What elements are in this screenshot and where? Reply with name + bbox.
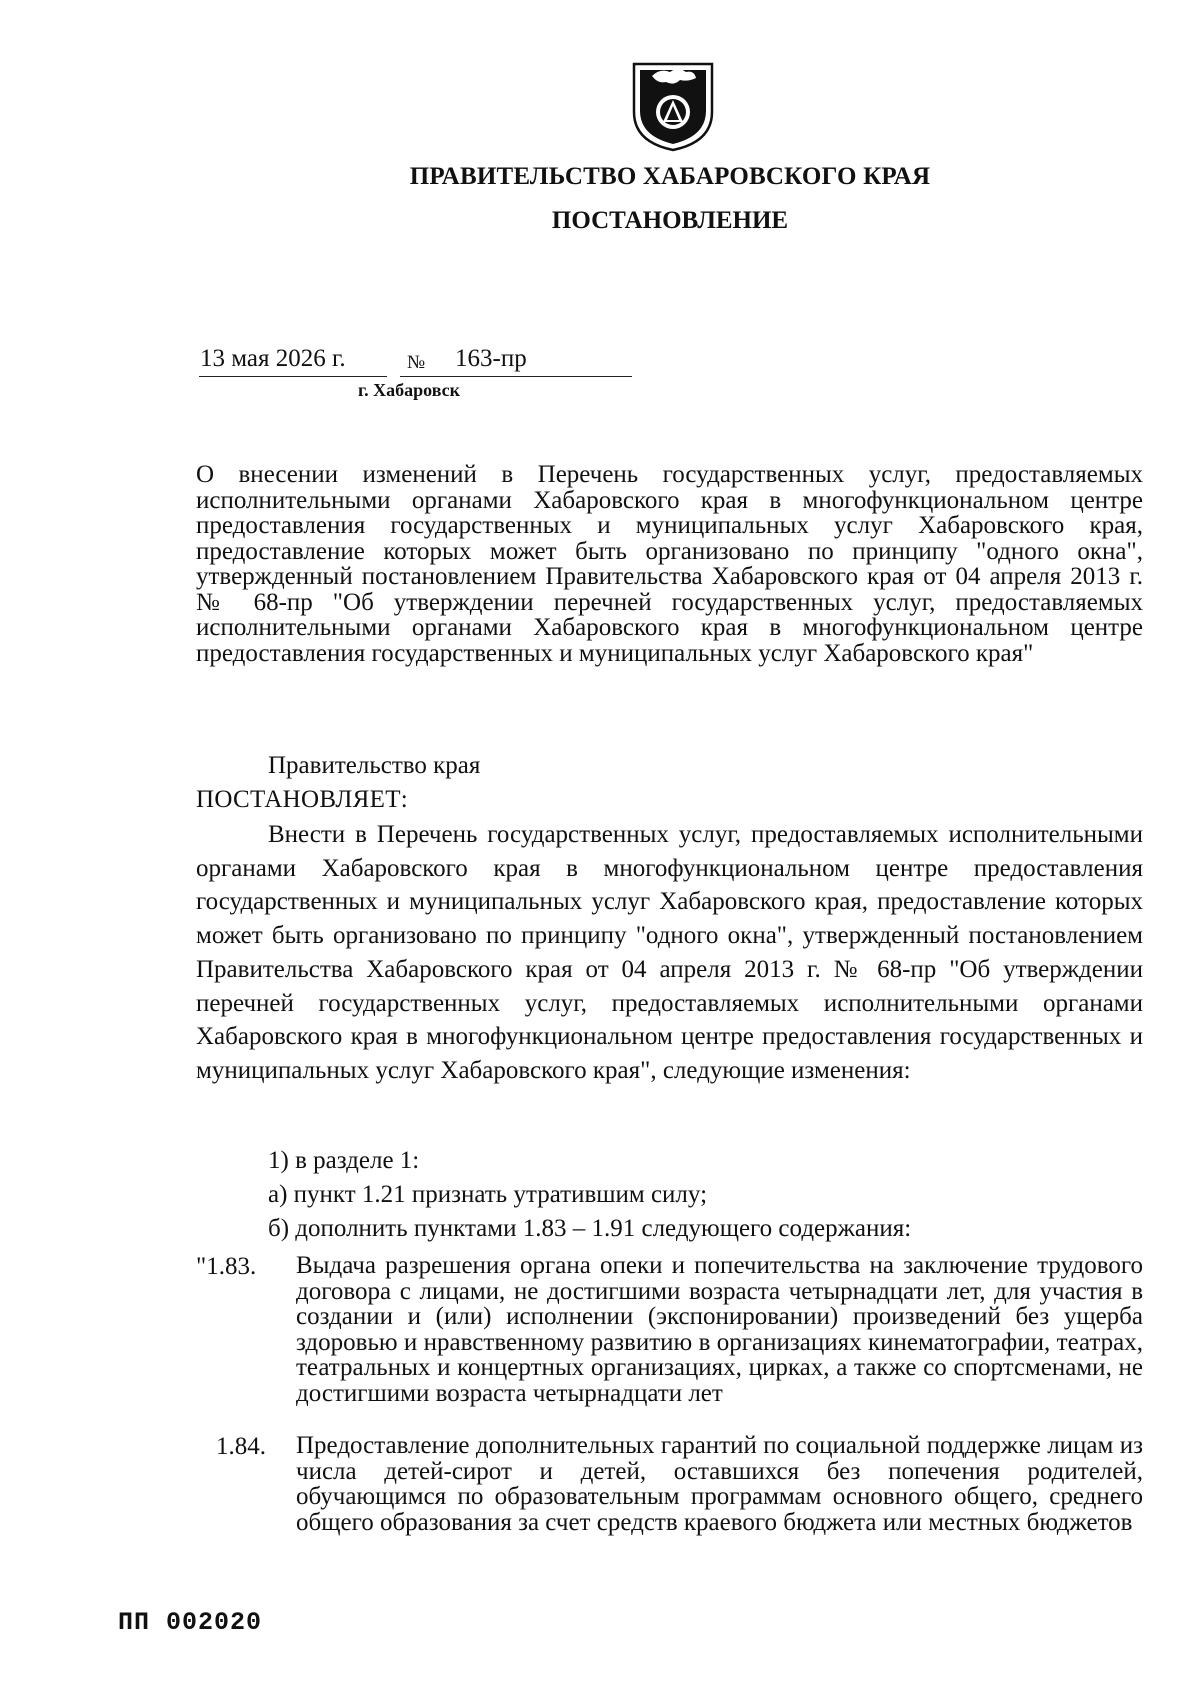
item-b: б) дополнить пунктами 1.83 – 1.91 следующего содержания:	[268, 1215, 912, 1242]
number-sign: №	[407, 352, 426, 373]
entry-text: Выдача разрешения органа опеки и попечительства на заключение трудового договора с лицами, не достигшими возраста четырнадцати лет, для участия в создании и (или) исполнении (экспонировании) произведений без ущерба здоровью и нравственному развитию в организациях кинематографии, театрах, театральных и концертных организациях, цирках, а также со спортсменами, не достигшими возраста четырнадцати лет	[296, 1252, 1143, 1407]
government-label: Правительство края	[268, 752, 481, 779]
entry-number: "1.83.	[196, 1253, 257, 1280]
entry-text: Предоставление дополнительных гарантий по социальной поддержке лицам из числа детей-сирот и детей, оставшихся без попечения родителей, обучающимся по образовательным программам основного общего, среднего общего образования за счет средств краевого бюджета или местных бюджетов	[296, 1432, 1143, 1536]
number-underline	[400, 376, 632, 377]
document-date: 13 мая 2026 г.	[200, 345, 346, 372]
coat-of-arms-icon	[630, 60, 716, 152]
date-underline	[199, 376, 387, 377]
entry-number: 1.84.	[216, 1433, 266, 1460]
document-type: ПОСТАНОВЛЕНИЕ	[551, 207, 789, 234]
main-paragraph: Внести в Перечень государственных услуг, предоставляемых исполнительными органами Хабаровского края в многофункциональном центре предоставления государственных и муниципальных услуг Хабаровского края, предоставление которых может быть организовано по принципу "одного окна", утвержденный постановлением Правительства Хабаровского края от 04 апреля 2013 г. № 68-пр "Об утверждении перечней государственных услуг, предоставляемых исполнительными органами Хабаровского края в многофункциональном центре предоставления государственных и муниципальных услуг Хабаровского края", следующие изменения:	[196, 821, 1143, 1084]
organization-title: ПРАВИТЕЛЬСТВО ХАБАРОВСКОГО КРАЯ	[409, 163, 931, 190]
document-subject: О внесении изменений в Перечень государственных услуг, предоставляемых исполнительными органами Хабаровского края в многофункциональном центре предоставления государственных и муниципальных услуг Хабаровского края, предоставление которых может быть организовано по принципу "одного окна", утвержденный постановлением Правительства Хабаровского края от 04 апреля 2013 г. № 68-пр "Об утверждении перечней государственных услуг, предоставляемых исполнительными органами Хабаровского края в многофункциональном центре предоставления государственных и муниципальных услуг Хабаровского края"	[196, 461, 1143, 667]
document-number: 163-пр	[455, 345, 527, 372]
resolves-label: ПОСТАНОВЛЯЕТ:	[196, 786, 409, 813]
document-city: г. Хабаровск	[358, 380, 461, 400]
form-code: ПП 002020	[118, 1608, 263, 1637]
item-a: а) пункт 1.21 признать утратившим силу;	[268, 1181, 708, 1208]
item-section-1: 1) в разделе 1:	[268, 1147, 420, 1174]
